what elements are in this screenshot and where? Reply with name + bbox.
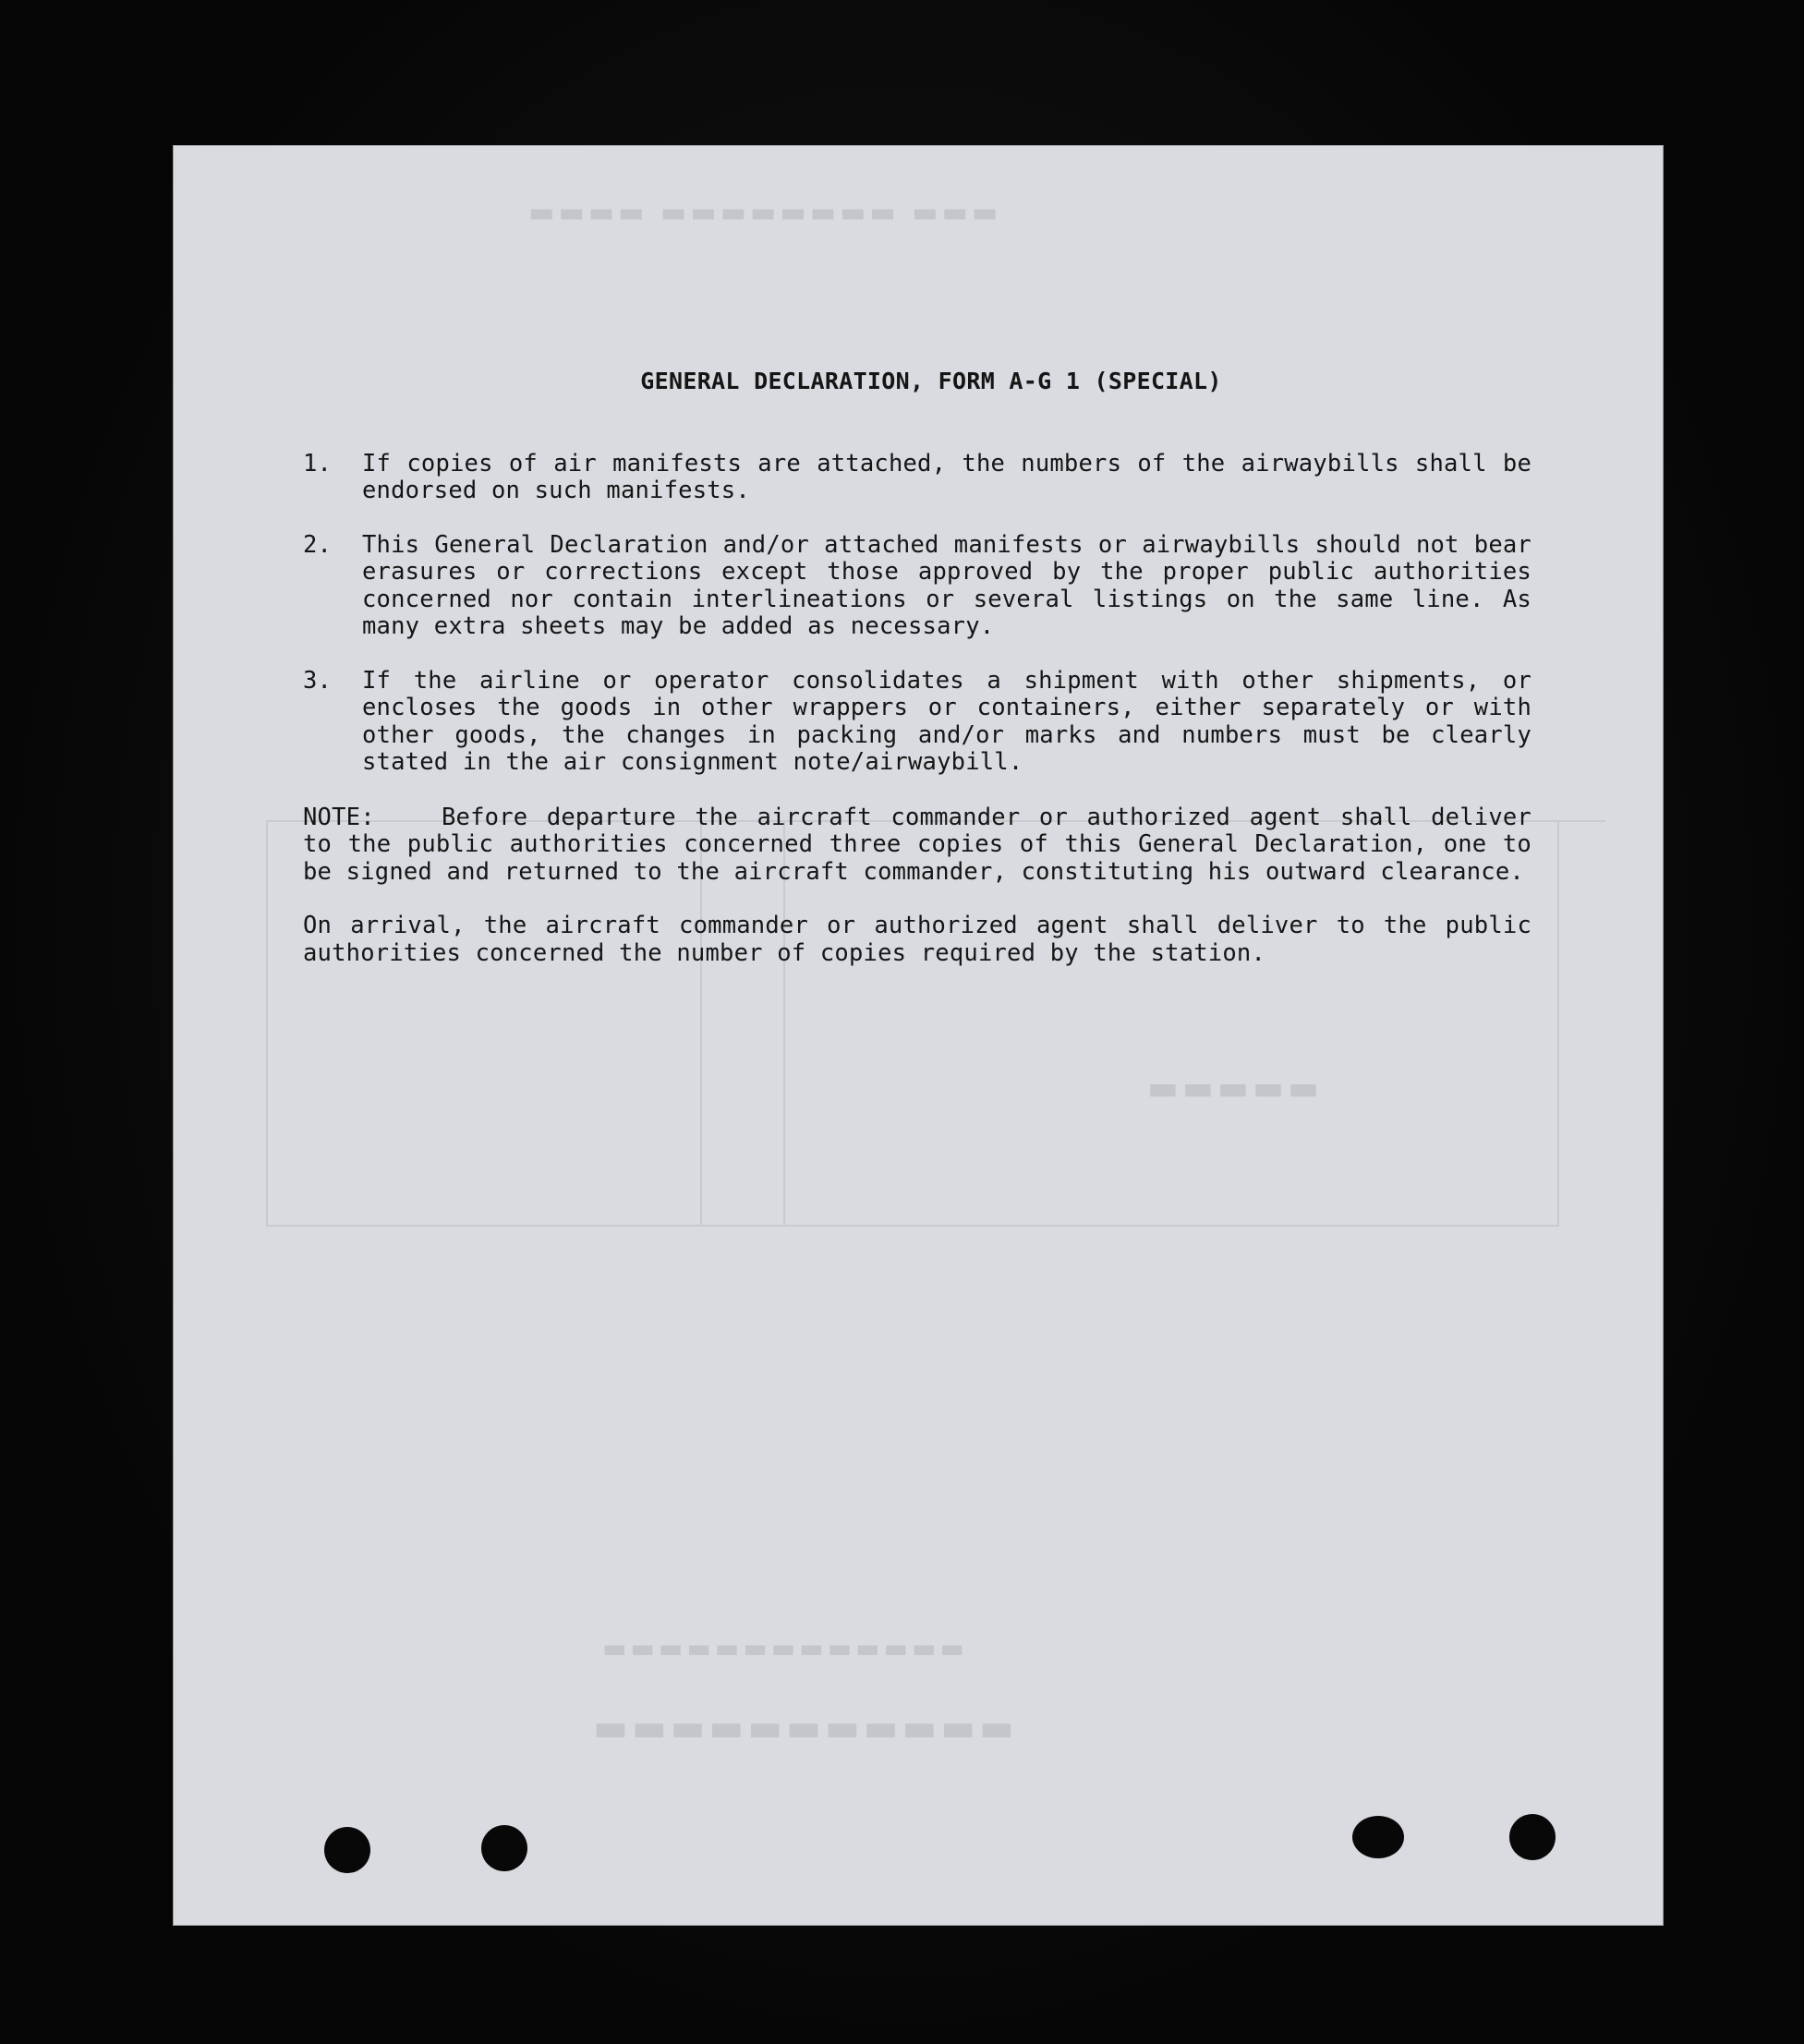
bleed-through-line [266, 820, 268, 1227]
item-text: This General Declaration and/or attached manifests or airwaybills should not bear erasures or corrections except those approved by the proper public authorities concerned nor contain interlineations or several listings on the same line. As many extra sheets may be added as necessary. [362, 530, 1532, 640]
note-text: Before departure the aircraft commander or authorized agent shall deliver to the public authorities concerned three copies of this General Declaration, one to be signed and returned to the aircraft commander, constituting his outward clearance. [303, 803, 1532, 886]
bleed-through-line [1557, 820, 1559, 1227]
page-title: GENERAL DECLARATION, FORM A-G 1 (SPECIAL) [640, 368, 1222, 394]
item-number: 2. [303, 530, 333, 559]
punch-hole [324, 1827, 370, 1873]
punch-hole [1509, 1814, 1556, 1860]
note-label: NOTE: [303, 803, 375, 831]
punch-hole [1352, 1816, 1404, 1858]
list-item [303, 668, 1532, 777]
arrival-paragraph: On arrival, the aircraft commander or authorized agent shall deliver to the public authorities concerned the number of copies required by the station. [303, 912, 1532, 967]
list-item [303, 451, 1532, 505]
list-item [303, 532, 1532, 641]
item-text: If copies of air manifests are attached, the numbers of the airwaybills shall be endorsed on such manifests. [362, 449, 1532, 504]
item-number: 3. [303, 666, 333, 695]
bleed-through-mark: ▬▬▬▬▬▬▬▬▬▬▬ [589, 1707, 1014, 1749]
note-paragraph [303, 804, 1532, 887]
bleed-through-line [266, 1225, 1559, 1227]
bleed-through-mark: ▬▬▬ ▬▬▬▬▬▬▬▬ ▬▬▬▬ [525, 197, 999, 229]
item-number: 1. [303, 449, 333, 478]
punch-hole [481, 1825, 527, 1871]
declaration-body [303, 368, 1532, 967]
document-page [174, 146, 1663, 1925]
item-text: If the airline or operator consolidates a shipment with other shipments, or encloses the goods in other wrappers or containers, either separately or with other goods, the changes in packing and/or marks and numbers must be clearly stated in the air consignment note/airwaybill. [362, 666, 1532, 776]
bleed-through-mark: ▬▬▬▬▬▬▬▬▬▬▬▬▬ [599, 1633, 964, 1663]
bleed-through-mark: ▬▬▬▬▬ [1144, 1070, 1320, 1107]
